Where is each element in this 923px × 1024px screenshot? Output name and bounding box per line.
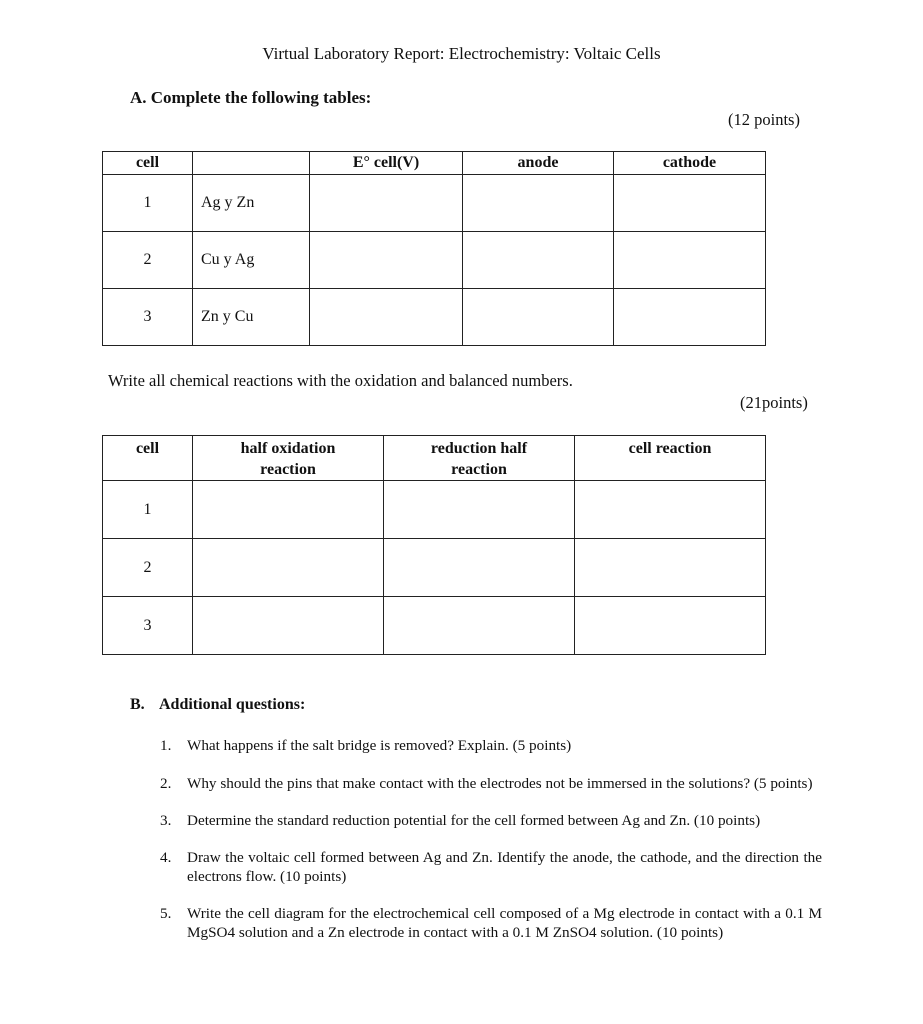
- question-text: Draw the voltaic cell formed between Ag and Zn. Identify the anode, the cathode, and the direction the electrons flow. (10 points): [187, 849, 822, 885]
- reduction-half-answer[interactable]: [384, 539, 575, 597]
- anode-answer[interactable]: [463, 232, 614, 289]
- cell-number: 3: [103, 289, 193, 346]
- question-item: [160, 774, 822, 793]
- question-number: 2.: [160, 775, 172, 792]
- header-pair: [193, 152, 310, 175]
- question-number: 3.: [160, 812, 172, 829]
- ecell-answer[interactable]: [310, 175, 463, 232]
- header-half-oxidation: half oxidation reaction: [193, 436, 384, 481]
- question-number: 1.: [160, 737, 172, 754]
- question-item: [160, 904, 822, 942]
- header-anode: anode: [463, 152, 614, 175]
- anode-answer[interactable]: [463, 175, 614, 232]
- half-oxidation-answer[interactable]: [193, 481, 384, 539]
- cathode-answer[interactable]: [614, 175, 766, 232]
- reduction-half-answer[interactable]: [384, 481, 575, 539]
- header-cell: cell: [103, 436, 193, 481]
- reactions-table: [102, 435, 766, 655]
- question-number: 4.: [160, 849, 172, 866]
- question-text: What happens if the salt bridge is removed? Explain. (5 points): [187, 737, 572, 754]
- question-text: Determine the standard reduction potential for the cell formed between Ag and Zn. (10 points): [187, 812, 761, 829]
- half-oxidation-answer[interactable]: [193, 539, 384, 597]
- table2-points: (21points): [740, 393, 808, 412]
- question-item: [160, 848, 822, 886]
- cathode-answer[interactable]: [614, 232, 766, 289]
- cell-reaction-answer[interactable]: [575, 539, 766, 597]
- cell-number: 1: [103, 481, 193, 539]
- table-row: [103, 232, 766, 289]
- voltaic-cells-table: [102, 151, 766, 346]
- cell-number: 1: [103, 175, 193, 232]
- header-reduction-half: reduction half reaction: [384, 436, 575, 481]
- header-cathode: cathode: [614, 152, 766, 175]
- cell-number: 2: [103, 539, 193, 597]
- question-number: 5.: [160, 905, 172, 922]
- reactions-instruction: Write all chemical reactions with the oxidation and balanced numbers.: [108, 371, 573, 390]
- cathode-answer[interactable]: [614, 289, 766, 346]
- ecell-answer[interactable]: [310, 232, 463, 289]
- table-row: [103, 481, 766, 539]
- cell-reaction-answer[interactable]: [575, 481, 766, 539]
- table1-points: (12 points): [728, 110, 800, 129]
- header-cell-reaction: cell reaction: [575, 436, 766, 481]
- table-row: [103, 289, 766, 346]
- cell-number: 3: [103, 597, 193, 655]
- header-ecell: E° cell(V): [310, 152, 463, 175]
- section-b-letter: B.: [130, 696, 145, 713]
- document-title: Virtual Laboratory Report: Electrochemistry: Voltaic Cells: [262, 44, 661, 63]
- header-cell: cell: [103, 152, 193, 175]
- ecell-answer[interactable]: [310, 289, 463, 346]
- electrode-pair: Ag y Zn: [193, 175, 310, 232]
- question-text: Write the cell diagram for the electrochemical cell composed of a Mg electrode in contact with a 0.1 M MgSO4 solution and a Zn electrode in contact with a 0.1 M ZnSO4 solution. (10 points): [187, 905, 822, 941]
- section-b-heading: [130, 696, 305, 714]
- questions-list: [160, 736, 822, 942]
- half-oxidation-answer[interactable]: [193, 597, 384, 655]
- question-item: [160, 811, 822, 830]
- cell-reaction-answer[interactable]: [575, 597, 766, 655]
- table-row: [103, 597, 766, 655]
- electrode-pair: Zn y Cu: [193, 289, 310, 346]
- electrode-pair: Cu y Ag: [193, 232, 310, 289]
- anode-answer[interactable]: [463, 289, 614, 346]
- cell-number: 2: [103, 232, 193, 289]
- question-text: Why should the pins that make contact with the electrodes not be immersed in the solutions? (5 points): [187, 775, 813, 792]
- table-row: [103, 175, 766, 232]
- table-row: [103, 539, 766, 597]
- reduction-half-answer[interactable]: [384, 597, 575, 655]
- section-b-title: Additional questions:: [159, 696, 306, 713]
- question-item: [160, 736, 822, 755]
- section-a-heading: A. Complete the following tables:: [130, 88, 372, 107]
